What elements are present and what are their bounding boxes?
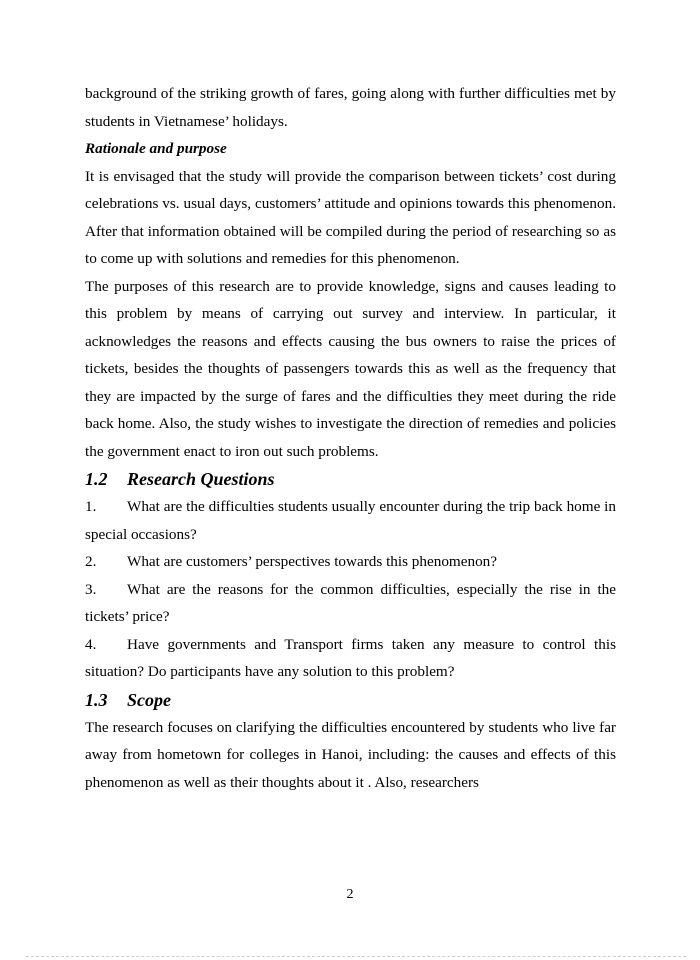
list-item-text: What are the difficulties students usually encounter during the trip back home in special occasions? bbox=[85, 498, 616, 543]
section-title: Research Questions bbox=[127, 469, 275, 489]
scope-heading bbox=[85, 686, 616, 714]
list-item bbox=[85, 576, 616, 631]
list-item-number: 4. bbox=[85, 635, 97, 653]
rationale-paragraph-1: It is envisaged that the study will provide the comparison between tickets’ cost during celebrations vs. usual days, customers’ attitude and opinions towards this phenomenon. After that information obtained will be compiled during the period of researching so as to come up with solutions and remedies for this phenomenon. bbox=[85, 167, 616, 267]
list-item-text: What are the reasons for the common difficulties, especially the rise in the tickets’ price? bbox=[85, 580, 616, 625]
scope-paragraph: The research focuses on clarifying the difficulties encountered by students who live far away from hometown for colleges in Hanoi, including: the causes and effects of this phenomenon as well as their thoughts about it . Also, researchers bbox=[85, 718, 616, 791]
list-item-number: 1. bbox=[85, 498, 97, 515]
research-questions-heading bbox=[85, 465, 616, 493]
list-item-number: 2. bbox=[85, 553, 97, 570]
page-number: 2 bbox=[346, 887, 354, 902]
page-bottom-divider bbox=[26, 956, 686, 957]
research-questions-list bbox=[85, 493, 616, 686]
rationale-paragraph-2: The purposes of this research are to provide knowledge, signs and causes leading to this problem by means of carrying out survey and interview. In particular, it acknowledges the reasons and effects causing the bus owners to raise the prices of tickets, besides the thoughts of passengers towards this as well as the frequency that they are impacted by the surge of fares and the difficulties they meet during the ride back home. Also, the study wishes to investigate the direction of remedies and policies the government enact to iron out such problems. bbox=[85, 277, 616, 460]
intro-paragraph: background of the striking growth of fares, going along with further difficulties met by students in Vietnamese’ holidays. bbox=[85, 85, 616, 130]
list-item-text: Have governments and Transport firms taken any measure to control this situation? Do participants have any solution to this problem? bbox=[85, 635, 616, 680]
list-item bbox=[85, 493, 616, 548]
list-item bbox=[85, 631, 616, 686]
section-number: 1.3 bbox=[85, 689, 108, 710]
list-item bbox=[85, 548, 616, 576]
section-title: Scope bbox=[127, 689, 171, 710]
section-number: 1.2 bbox=[85, 469, 108, 489]
page-content bbox=[85, 80, 616, 796]
list-item-text: What are customers’ perspectives towards this phenomenon? bbox=[127, 553, 498, 570]
rationale-heading: Rationale and purpose bbox=[85, 140, 227, 157]
list-item-number: 3. bbox=[85, 580, 97, 598]
